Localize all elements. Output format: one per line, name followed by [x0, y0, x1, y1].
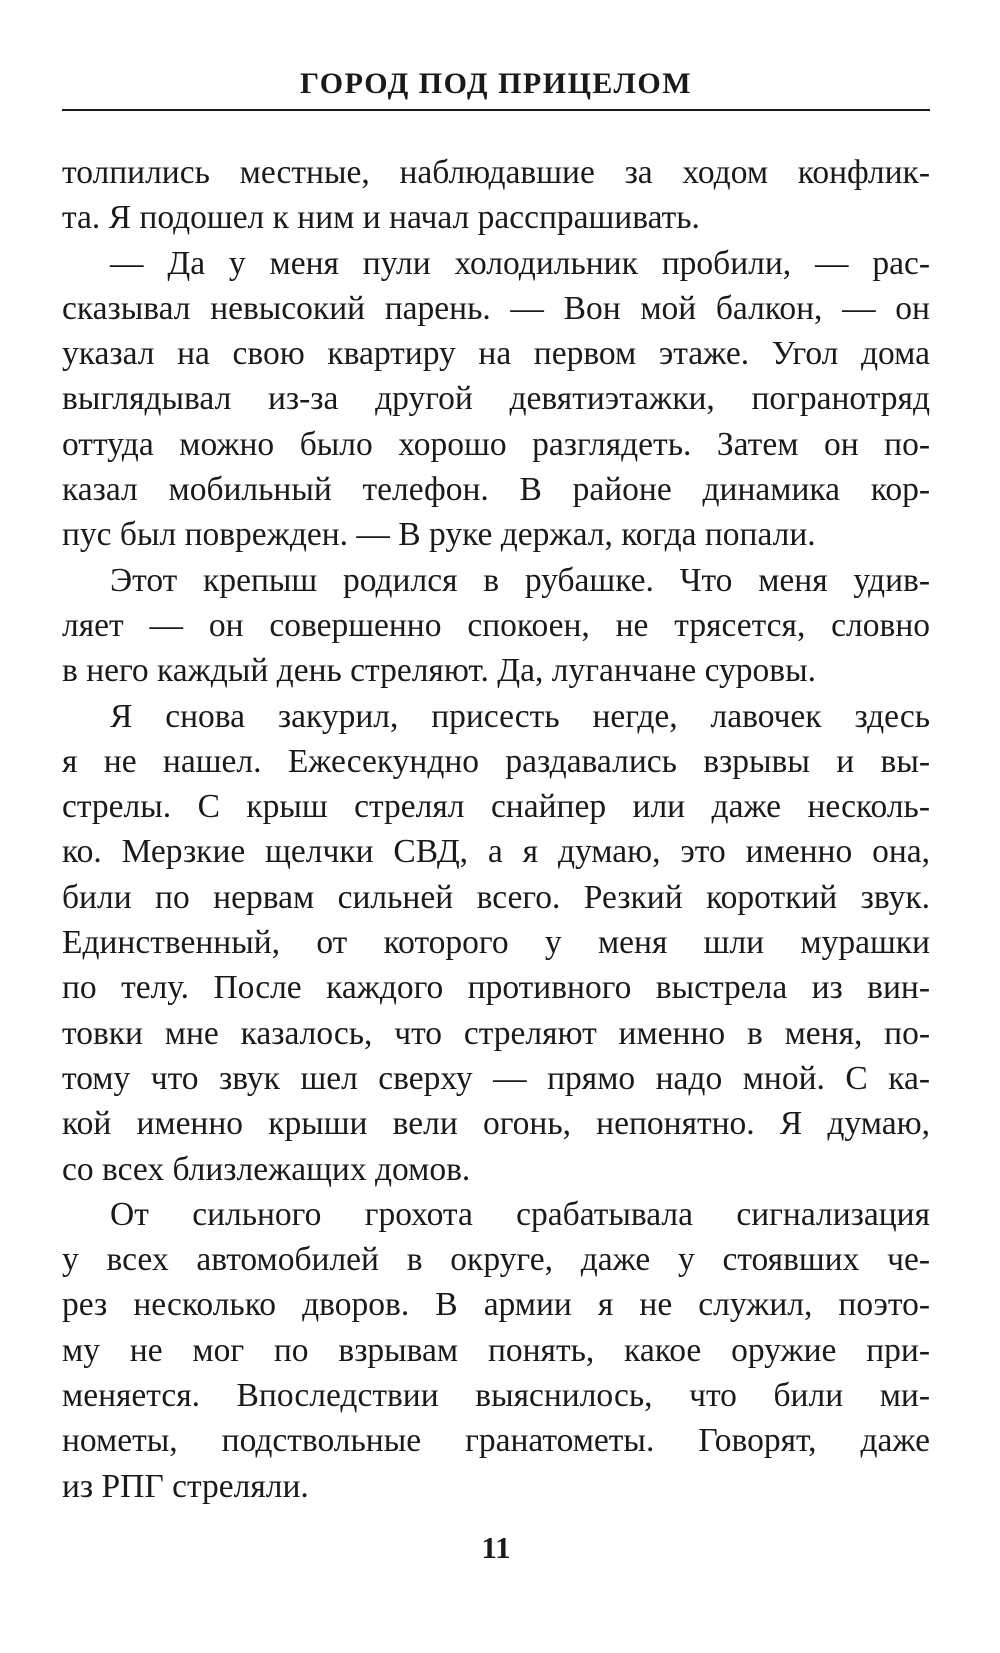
text-line: толпились местные, наблюдавшие за ходом конфлик- — [62, 154, 930, 191]
text-line: стрелы. С крыш стрелял снайпер или даже несколь- — [62, 788, 930, 826]
text-line: из РПГ стреляли. — [62, 1467, 309, 1505]
text-line: та. Я подошел к ним и начал расспрашивать. — [62, 199, 700, 237]
page-number: 11 — [481, 1530, 511, 1565]
text-line: меняется. Впоследствии выяснилось, что били ми- — [62, 1377, 930, 1415]
text-line: Единственный, от которого у меня шли мурашки — [62, 924, 930, 962]
text-line: му не мог по взрывам понять, какое оружие при- — [62, 1331, 930, 1369]
text-line: ляет — он совершенно спокоен, не трясется, словно — [62, 606, 930, 644]
text-line: От сильного грохота срабатывала сигнализация — [110, 1195, 930, 1233]
text-line: — Да у меня пули холодильник пробили, — рас- — [110, 244, 930, 282]
text-line: по телу. После каждого противного выстрела из вин- — [62, 969, 930, 1007]
header-rule — [62, 109, 930, 111]
running-head: ГОРОД ПОД ПРИЦЕЛОМ — [299, 67, 693, 100]
text-line: ко. Мерзкие щелчки СВД, а я думаю, это именно она, — [62, 833, 930, 871]
text-line: оттуда можно было хорошо разглядеть. Затем он по- — [62, 425, 930, 463]
text-line: пус был поврежден. — В руке держал, когда попали. — [62, 516, 816, 554]
text-line: казал мобильный телефон. В районе динамика кор- — [62, 471, 930, 509]
text-line: Этот крепыш родился в рубашке. Что меня удив- — [110, 561, 930, 599]
text-line: били по нервам сильней всего. Резкий короткий звук. — [62, 878, 930, 916]
text-line: рез несколько дворов. В армии я не служил, поэто- — [62, 1286, 930, 1324]
text-line: кой именно крыши вели огонь, непонятно. Я думаю, — [62, 1105, 930, 1143]
text-line: нометы, подствольные гранатометы. Говорят, даже — [62, 1422, 930, 1460]
text-line: тому что звук шел сверху — прямо надо мной. С ка- — [62, 1059, 930, 1097]
text-line: у всех автомобилей в округе, даже у стоявших че- — [62, 1241, 930, 1279]
text-line: указал на свою квартиру на первом этаже. Угол дома — [62, 335, 930, 373]
text-line: выглядывал из-за другой девятиэтажки, погранотряд — [62, 380, 930, 418]
body-text — [62, 150, 930, 1509]
text-line: я не нашел. Ежесекундно раздавались взрывы и вы- — [62, 742, 930, 780]
text-line: Я снова закурил, присесть негде, лавочек здесь — [110, 697, 930, 735]
text-line: в него каждый день стреляют. Да, луганчане суровы. — [62, 652, 817, 690]
text-line: товки мне казалось, что стреляют именно в меня, по- — [62, 1014, 930, 1052]
text-line: сказывал невысокий парень. — Вон мой балкон, — он — [62, 289, 930, 327]
text-line: со всех близлежащих домов. — [62, 1150, 471, 1188]
